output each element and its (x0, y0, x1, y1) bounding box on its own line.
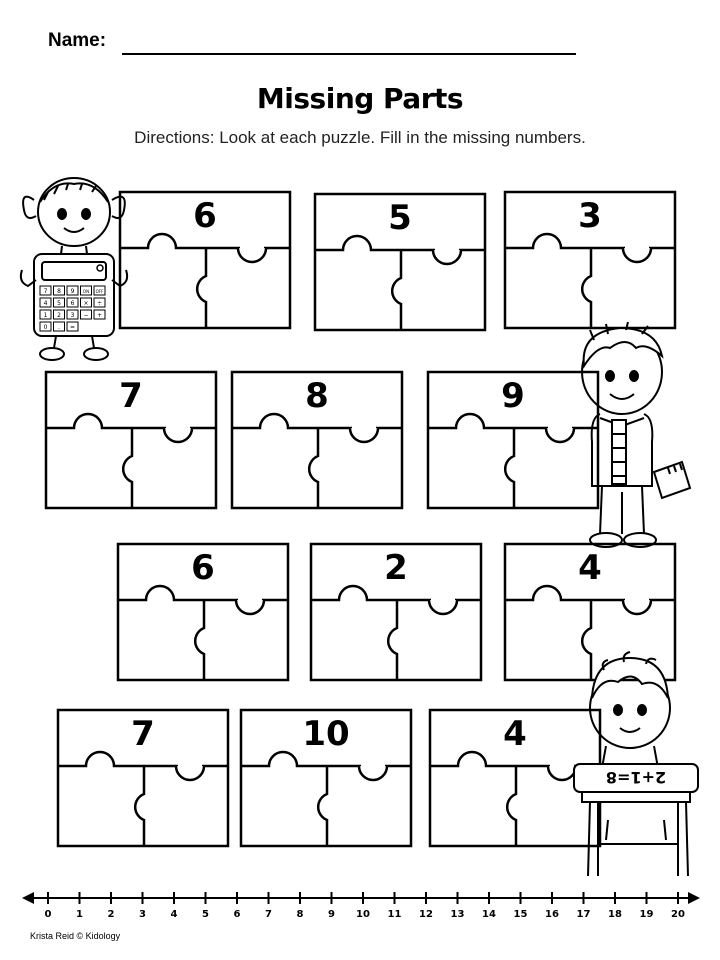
number-line-label: 8 (296, 909, 304, 920)
missing-part-left-blank[interactable] (62, 772, 140, 842)
puzzle-total-number: 4 (578, 548, 602, 588)
number-line-label: 3 (139, 909, 146, 920)
number-line-label: 15 (513, 909, 528, 920)
number-line-label: 17 (576, 909, 591, 920)
missing-part-right-blank[interactable] (210, 254, 286, 324)
number-line-label: 16 (545, 909, 559, 920)
missing-part-right-blank[interactable] (401, 606, 477, 676)
puzzle-card[interactable] (116, 542, 290, 682)
puzzle-total-number: 7 (119, 376, 143, 416)
calculator-key-label: 9 (70, 288, 75, 295)
missing-part-right-blank[interactable] (208, 606, 284, 676)
puzzle-card[interactable] (239, 708, 413, 848)
calculator-key-label: 0 (43, 324, 48, 331)
number-line-label: 1 (76, 909, 83, 920)
number-line-label: 18 (608, 909, 622, 920)
missing-part-left-blank[interactable] (124, 254, 202, 324)
missing-part-right-blank[interactable] (148, 772, 224, 842)
number-line-label: 12 (419, 909, 433, 920)
puzzle-total-number: 3 (578, 196, 602, 236)
missing-part-right-blank[interactable] (322, 434, 398, 504)
missing-part-right-blank[interactable] (405, 256, 481, 326)
calculator-key-label: ÷ (96, 300, 103, 307)
missing-part-left-blank[interactable] (509, 254, 587, 324)
number-line-label: 7 (265, 909, 272, 920)
calculator-key-label: + (96, 312, 103, 319)
boy-with-blocks-illustration (570, 322, 700, 554)
desk-sign-text: 2+1=8 (605, 768, 667, 787)
calculator-key-label: ON (82, 289, 90, 294)
number-line-label: 19 (639, 909, 654, 920)
calculator-key-label: 2 (57, 312, 61, 319)
puzzle-total-number: 10 (302, 714, 350, 754)
calculator-key-label: 5 (57, 300, 61, 307)
missing-part-left-blank[interactable] (432, 434, 510, 504)
girl-with-calculator-illustration (14, 170, 134, 365)
calculator-key-label: OFF (95, 289, 104, 294)
number-line-label: 2 (107, 909, 115, 920)
number-line (0, 880, 720, 930)
boy-at-desk-illustration (568, 644, 708, 888)
missing-part-right-blank[interactable] (331, 772, 407, 842)
missing-part-right-blank[interactable] (136, 434, 212, 504)
missing-part-left-blank[interactable] (122, 606, 200, 676)
puzzle-total-number: 8 (305, 376, 329, 416)
arrow-right-icon (688, 892, 700, 904)
name-label: Name: (48, 30, 107, 51)
number-line-label: 10 (356, 909, 370, 920)
puzzle-card[interactable] (309, 542, 483, 682)
calculator-key-label: × (83, 300, 89, 307)
missing-part-left-blank[interactable] (434, 772, 512, 842)
puzzle-card[interactable] (118, 190, 292, 330)
number-line-label: 6 (233, 909, 241, 920)
number-line-label: 20 (671, 909, 685, 920)
number-line-label: 4 (170, 909, 178, 920)
missing-part-left-blank[interactable] (50, 434, 128, 504)
number-line-label: 13 (450, 909, 465, 920)
puzzle-card[interactable] (313, 192, 487, 332)
missing-part-right-blank[interactable] (595, 254, 671, 324)
number-line-label: 9 (328, 909, 335, 920)
missing-part-left-blank[interactable] (245, 772, 323, 842)
puzzle-card[interactable] (503, 190, 677, 330)
puzzle-total-number: 5 (388, 198, 412, 238)
directions-text: Directions: Look at each puzzle. Fill in the missing numbers. (134, 128, 586, 147)
puzzle-card[interactable] (56, 708, 230, 848)
calculator-key-label: 8 (57, 288, 61, 295)
calculator-icon (34, 254, 114, 336)
puzzle-total-number: 9 (501, 376, 525, 416)
puzzle-total-number: 2 (384, 548, 408, 588)
name-blank-line[interactable] (122, 53, 576, 55)
missing-part-left-blank[interactable] (319, 256, 397, 326)
arrow-left-icon (22, 892, 34, 904)
puzzle-total-number: 6 (191, 548, 215, 588)
number-line-label: 14 (482, 909, 496, 920)
number-line-label: 11 (387, 909, 402, 920)
number-line-label: 0 (44, 909, 52, 920)
missing-part-left-blank[interactable] (236, 434, 314, 504)
desk-icon (574, 764, 698, 876)
calculator-key-label: 1 (43, 312, 48, 319)
calculator-key-label: 7 (43, 288, 48, 295)
calculator-key-label: 4 (43, 300, 48, 307)
page-title: Missing Parts (256, 82, 464, 115)
puzzle-total-number: 7 (131, 714, 155, 754)
puzzle-total-number: 4 (503, 714, 527, 754)
puzzle-card[interactable] (230, 370, 404, 510)
calculator-key-label: = (69, 324, 76, 331)
footer-credit: Krista Reid © Kidology (30, 931, 121, 941)
missing-part-left-blank[interactable] (315, 606, 393, 676)
calculator-key-label: 6 (70, 300, 75, 307)
calculator-key-label: − (83, 312, 89, 319)
calculator-key-label: . (58, 324, 60, 331)
puzzle-card[interactable] (44, 370, 218, 510)
number-line-label: 5 (202, 909, 209, 920)
puzzle-total-number: 6 (193, 196, 217, 236)
calculator-key-label: 3 (70, 312, 75, 319)
